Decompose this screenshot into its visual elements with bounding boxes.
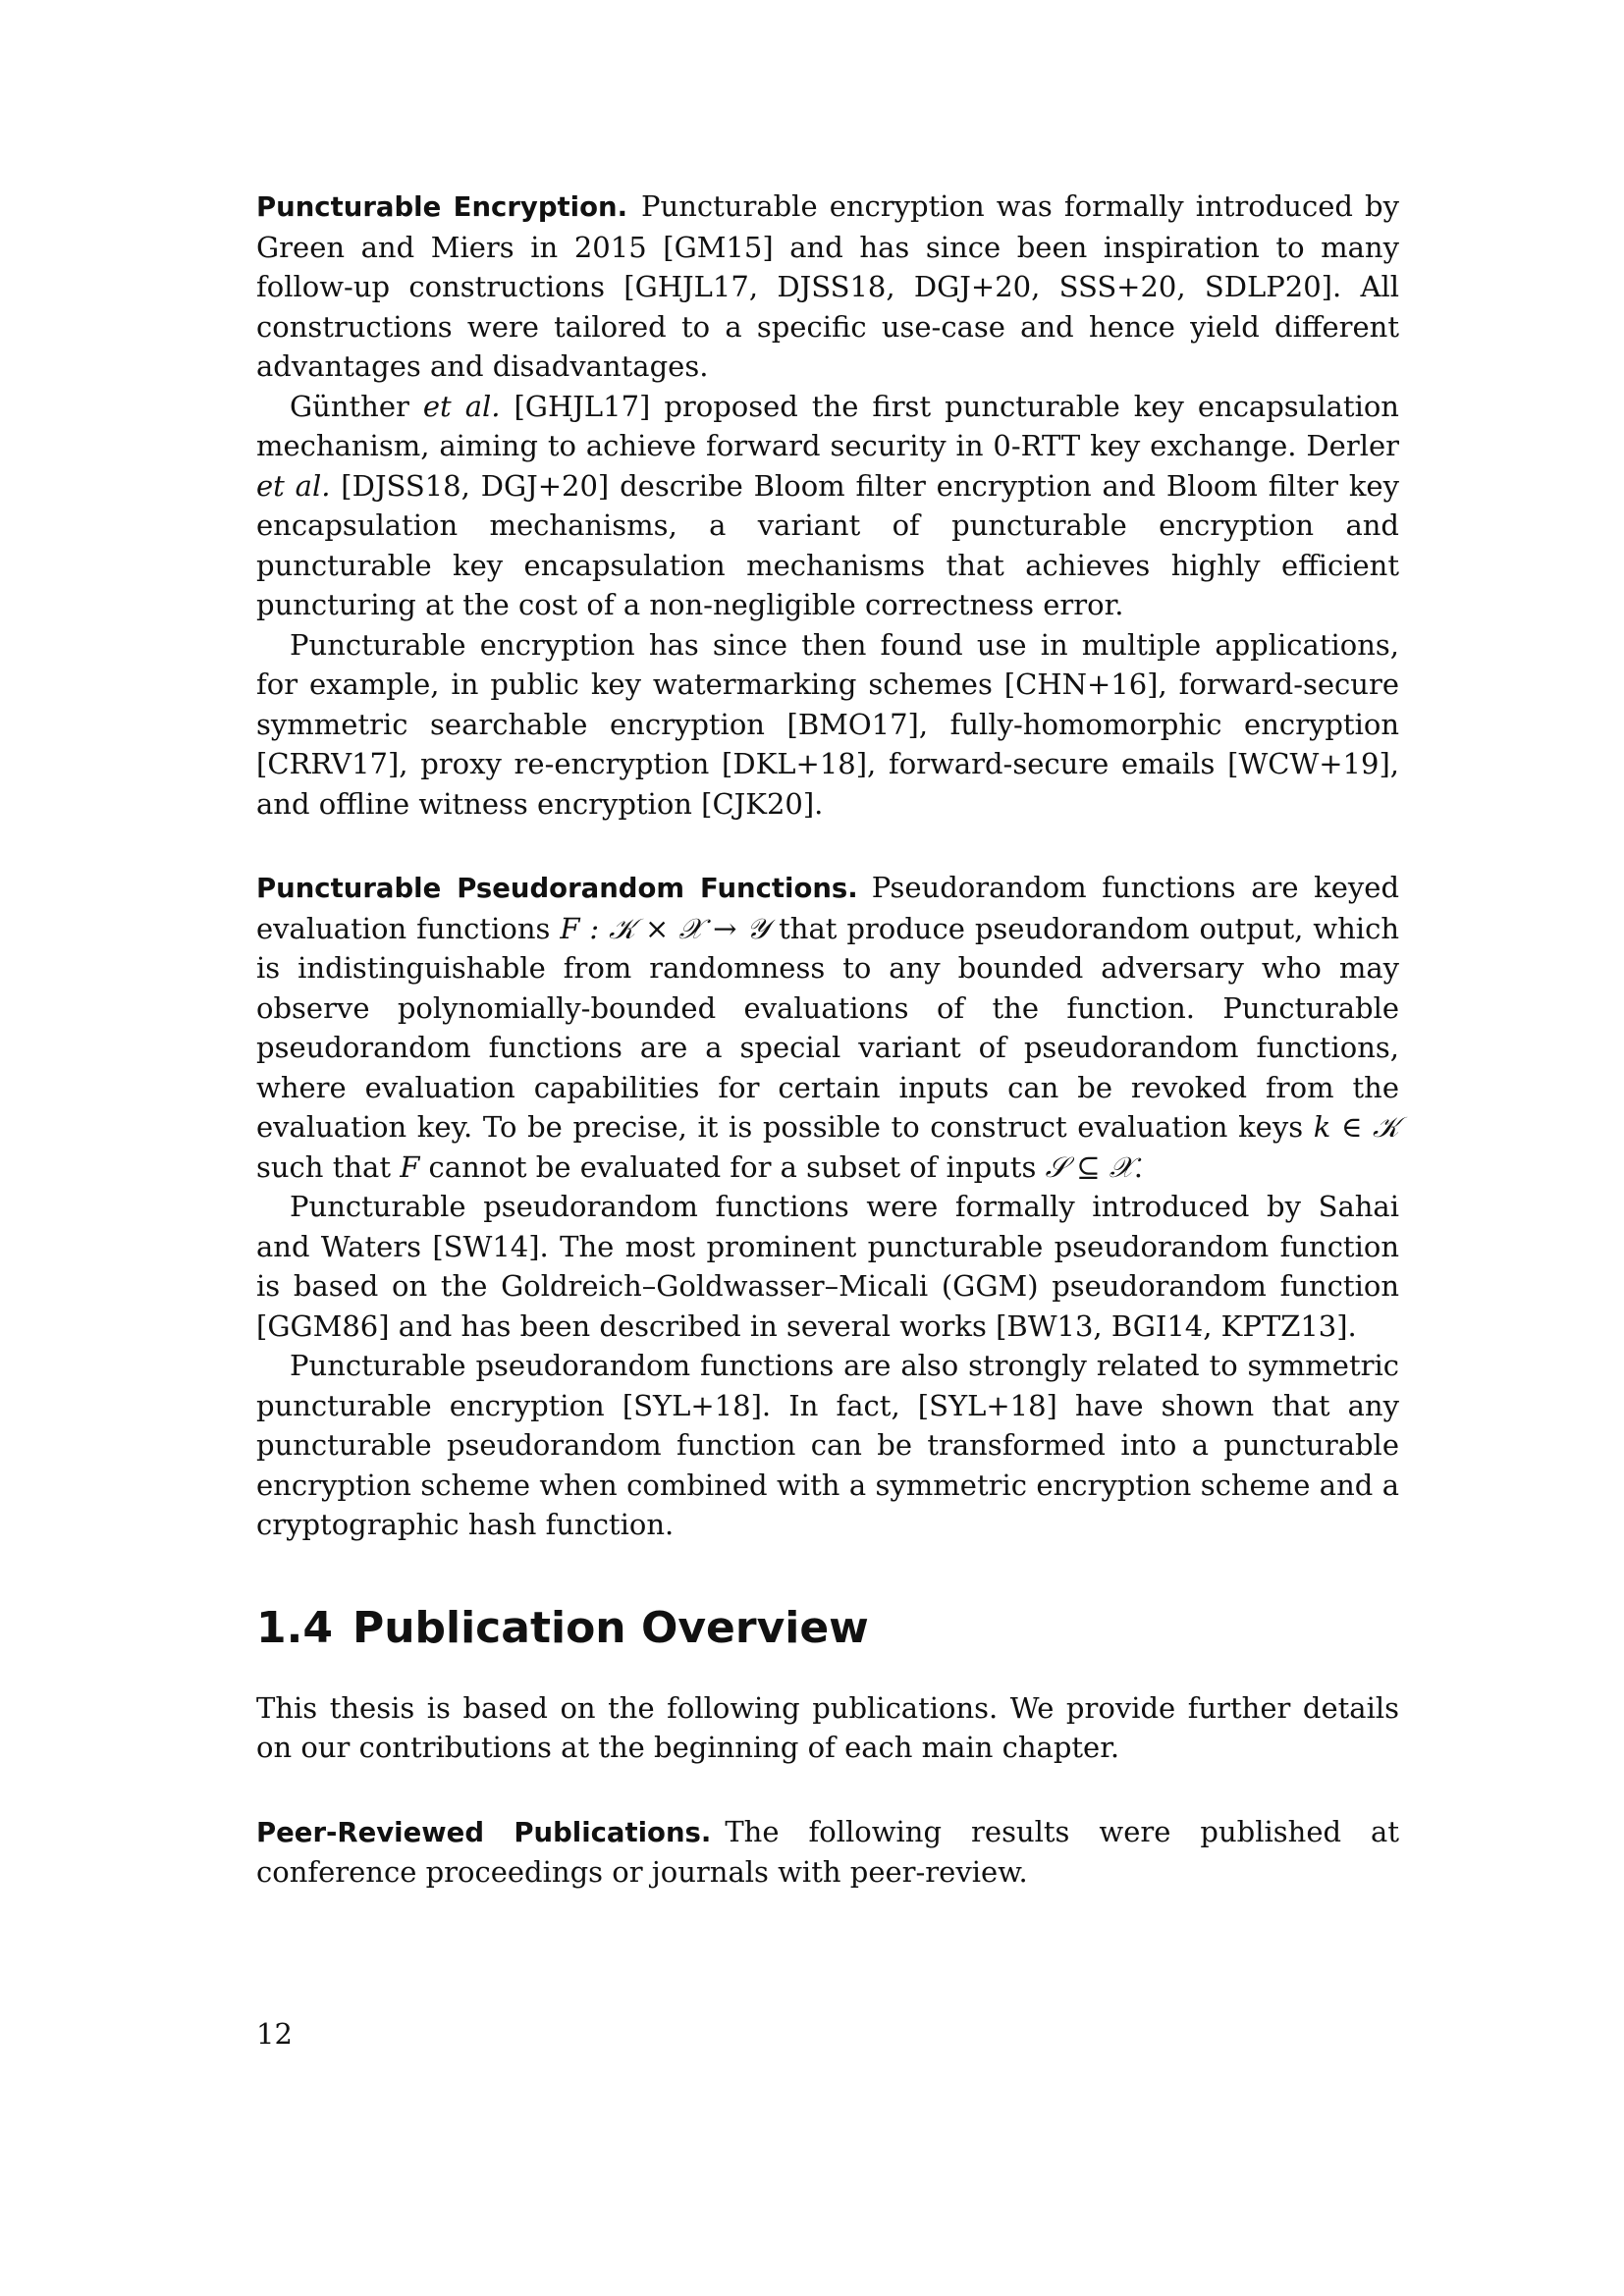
page-number: 12 [256,2017,293,2051]
math-prf-signature: F : 𝒦 × 𝒳 → 𝒴 [560,911,770,945]
punct-prf-heading: Puncturable Pseudorandom Functions. [256,873,858,904]
punct-prf-text-1b: that produce pseudorandom output, which is indistinguishable from randomness to any bounded adversary who may observe polynomially-bounded evaluations of the function. Puncturable pseudorandom functions are a special variant of pseudorandom functions, where evaluation capabilities for certain inputs can be revoked from the evaluation key. To be precise, it is possible to construct evaluation keys [256,911,1400,1144]
punct-prf-paragraph-3: Puncturable pseudorandom functions are also strongly related to symmetric puncturable encryption [SYL+18]. In fact, [SYL+18] have shown that any puncturable pseudorandom function can be transformed into a puncturable encryption scheme when combined with a symmetric encryption scheme and a cryptographic hash function. [256,1349,1399,1541]
punct-enc-paragraph-2 [256,387,1399,625]
punct-prf-text-1a: Pseudorandom functions are keyed evaluation functions [256,871,1400,945]
punct-enc-text-2a: Günther [290,389,423,423]
page-body [256,187,1399,1893]
pub-overview-paragraph: This thesis is based on the following publications. We provide further details on our contributions at the beginning of each main chapter. [256,1690,1399,1764]
section-title: Publication Overview [352,1602,869,1653]
punct-prf-text-1c: such that [256,1149,401,1184]
punct-prf-paragraph-1 [256,868,1399,1187]
punct-enc-heading: Puncturable Encryption. [256,191,628,223]
peer-reviewed-text: The following results were published at conference proceedings or journals with peer-review. [256,1814,1399,1889]
et-al-1: et al. [422,389,501,423]
math-subset: 𝒮 ⊆ 𝒳 [1045,1149,1134,1184]
punct-prf-paragraph-2: Puncturable pseudorandom functions were formally introduced by Sahai and Waters [SW14]. The most prominent puncturable pseudorandom function is based on the Goldreich–Goldwasser–Micali (GGM) pseudorandom function [GGM86] and has been described in several works [BW13, BGI14, KPTZ13]. [256,1190,1399,1343]
punct-prf-text-1e: . [1133,1149,1143,1184]
punct-enc-text-2b: [GHJL17] proposed the first puncturable key encapsulation mechanism, aiming to achieve forward security in 0-RTT key exchange. Derler [256,389,1399,462]
punct-prf-text-1d: cannot be evaluated for a subset of inputs [419,1149,1046,1184]
et-al-2: et al. [256,468,331,503]
math-key-in-keyspace: k ∈ 𝒦 [1313,1110,1399,1144]
punct-enc-paragraph-1 [256,187,1399,387]
section-heading [256,1602,1399,1655]
math-f: F [400,1149,420,1184]
section-number: 1.4 [256,1602,333,1653]
punct-enc-text-1: Puncturable encryption was formally introduced by Green and Miers in 2015 [GM15] and has since been inspiration to many follow-up constructions [GHJL17, DJSS18, DGJ+20, SSS+20, SDLP20]. All constructions were tailored to a specific use-case and hence yield different advantages and disadvantages. [256,189,1399,383]
peer-reviewed-heading: Peer-Reviewed Publications. [256,1816,712,1848]
punct-enc-text-2c: [DJSS18, DGJ+20] describe Bloom filter encryption and Bloom filter key encapsulation mechanisms, a variant of puncturable encryption and puncturable key encapsulation mechanisms that achieves highly efficient puncturing at the cost of a non-negligible correctness error. [256,468,1399,621]
punct-enc-paragraph-3: Puncturable encryption has since then found use in multiple applications, for example, in public key watermarking schemes [CHN+16], forward-secure symmetric searchable encryption [BMO17], fully-homomorphic encryption [CRRV17], proxy re-encryption [DKL+18], forward-secure emails [WCW+19], and offline witness encryption [CJK20]. [256,627,1399,821]
peer-reviewed-paragraph [256,1812,1399,1893]
